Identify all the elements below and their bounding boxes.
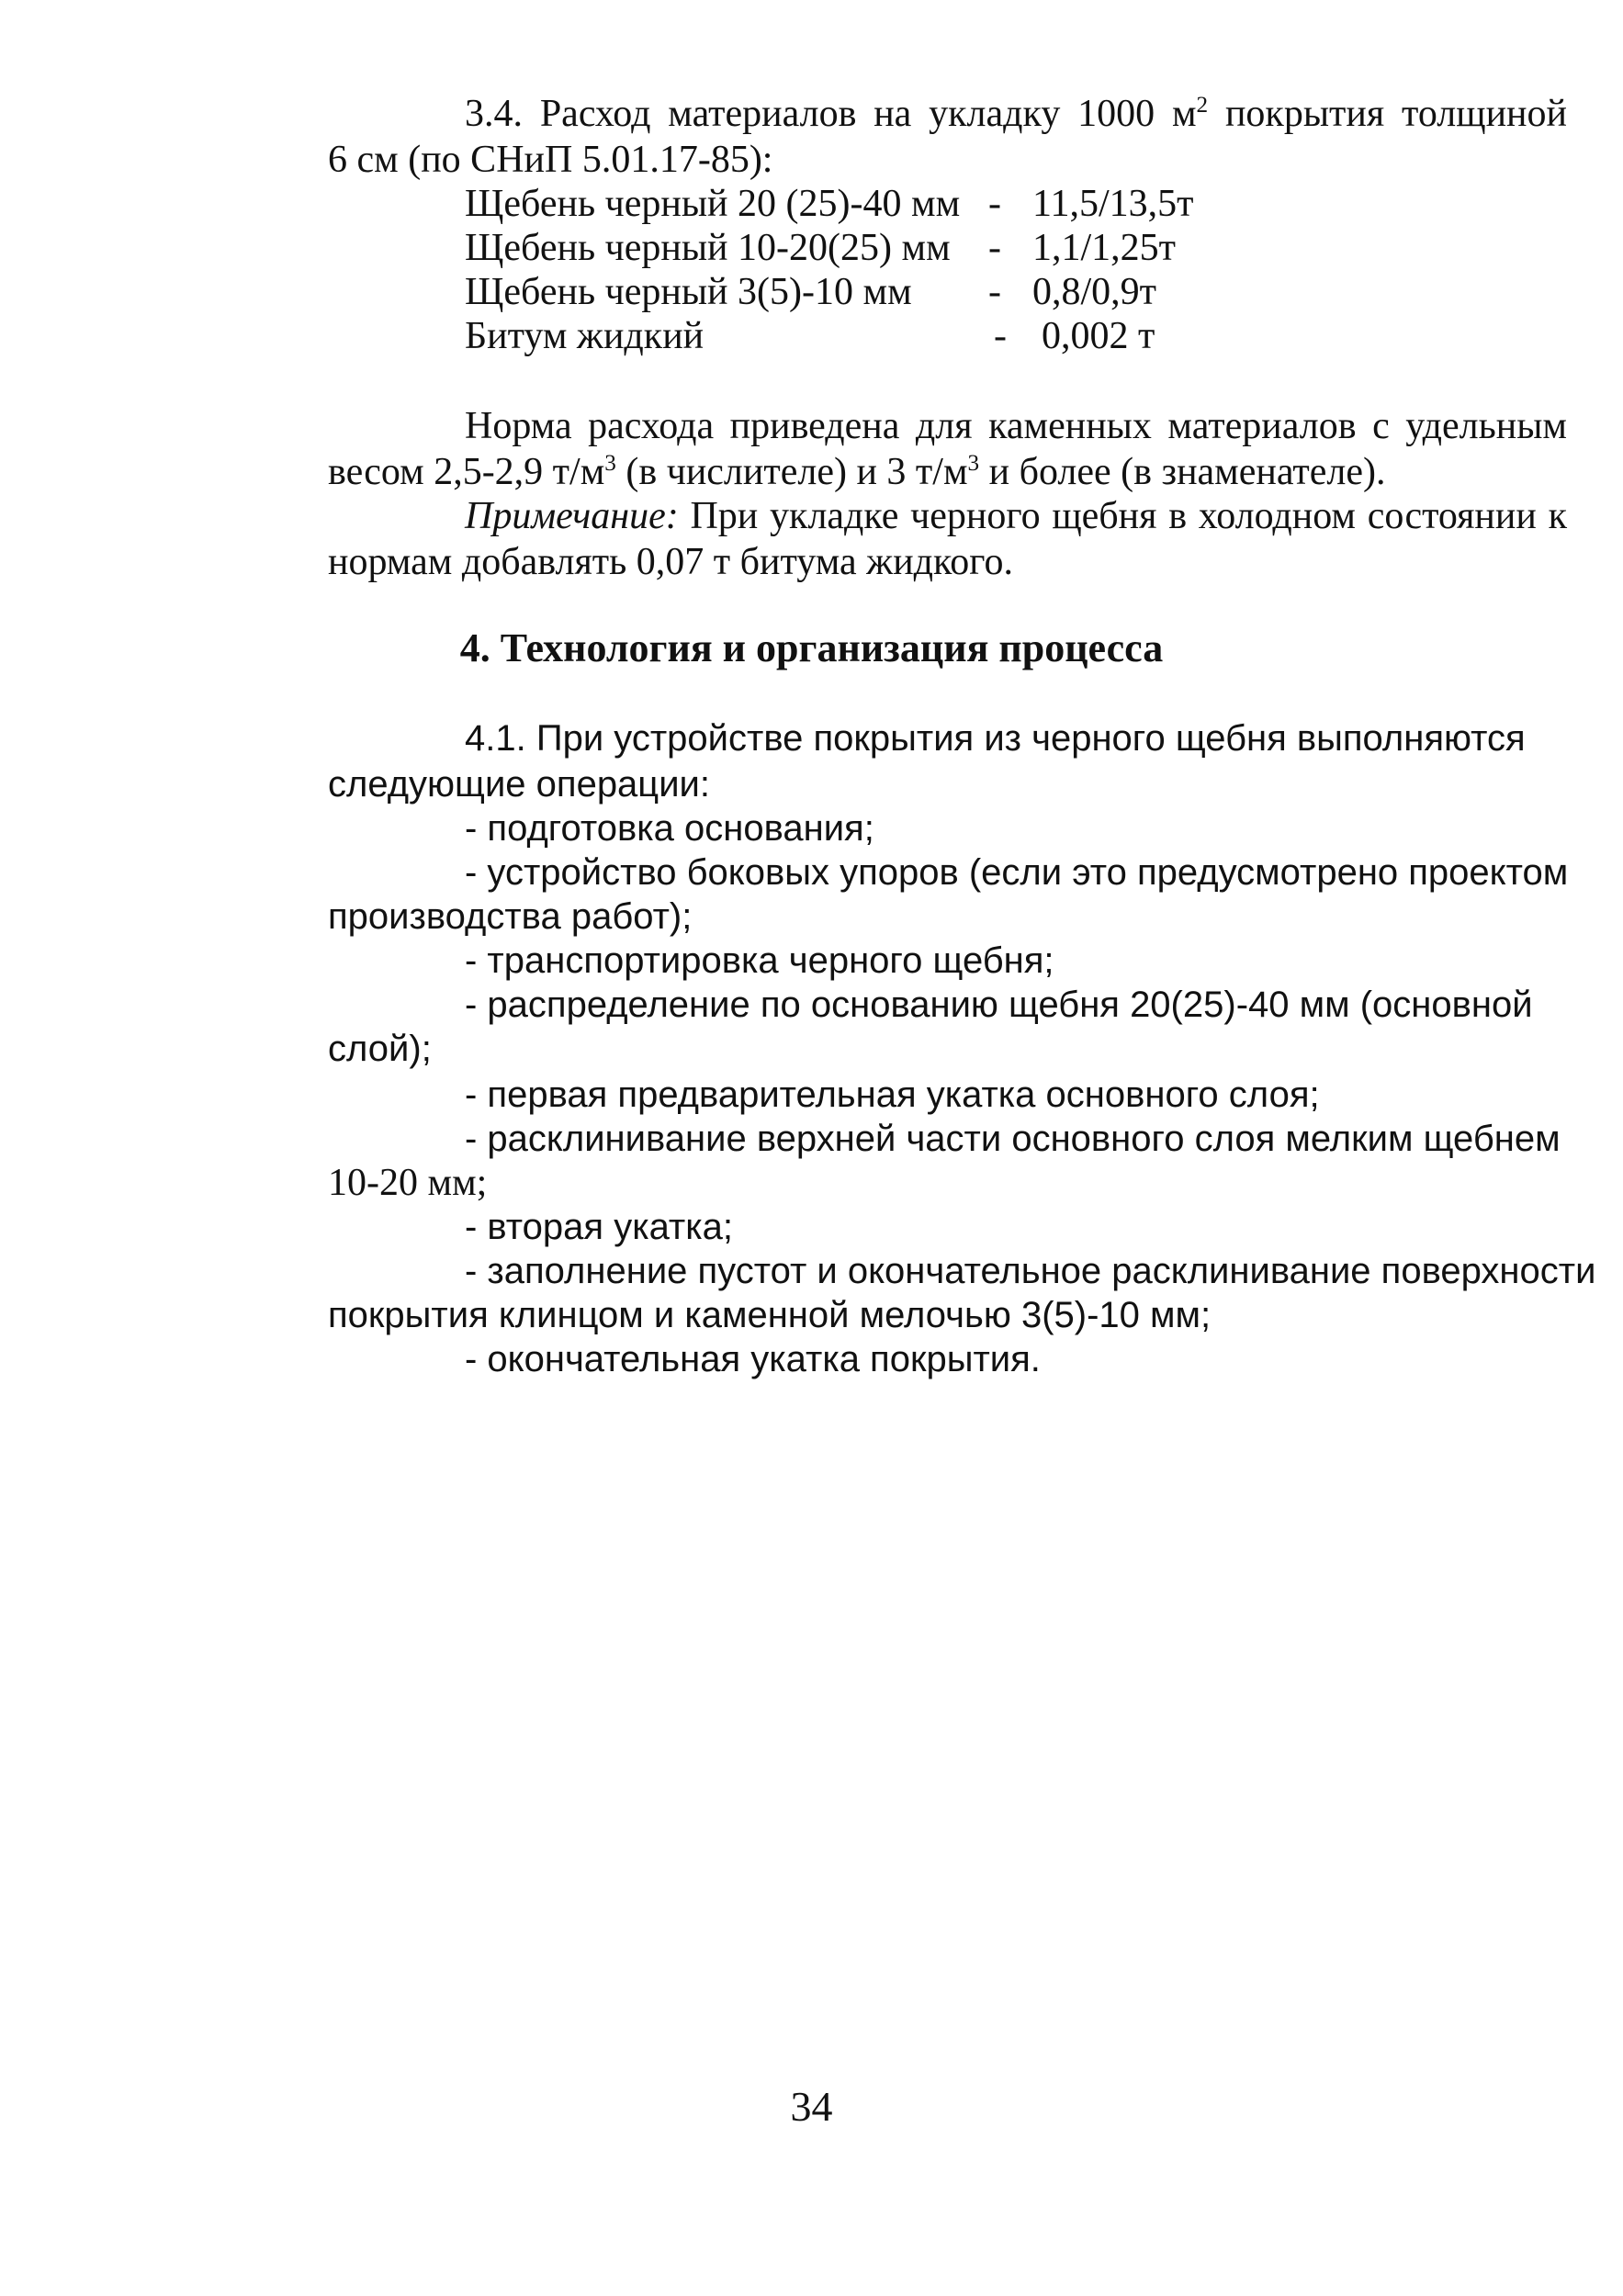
- section-3-4-text-suffix: покрытия толщиной: [1208, 93, 1567, 135]
- list-item: - заполнение пустот и окончательное расклинивание поверхности: [465, 1251, 1596, 1291]
- superscript: 2: [1196, 93, 1209, 118]
- material-name: Щебень черный 3(5)-10 мм: [465, 271, 912, 313]
- note-label: Примечание:: [465, 495, 679, 537]
- note-text: При укладке черного щебня в холодном состоянии к: [678, 495, 1567, 537]
- list-item: - вторая укатка;: [465, 1207, 733, 1247]
- note-line-2: нормам добавлять 0,07 т битума жидкого.: [328, 541, 1013, 583]
- norm-text-c: и более (в знаменателе).: [979, 451, 1386, 493]
- material-value: 0,002 т: [1042, 315, 1155, 357]
- section-4-1-line-2: следующие операции:: [328, 764, 711, 805]
- list-item-continuation: 10-20 мм;: [328, 1162, 488, 1204]
- list-item: - распределение по основанию щебня 20(25)-40 мм (основной: [465, 985, 1533, 1025]
- list-item: - подготовка основания;: [465, 808, 874, 849]
- list-item: - первая предварительная укатка основного слоя;: [465, 1075, 1320, 1115]
- superscript: 3: [604, 451, 616, 476]
- material-dash: -: [988, 271, 1001, 313]
- norm-text-a: весом 2,5-2,9 т/м: [328, 451, 605, 493]
- list-item-continuation: производства работ);: [328, 896, 693, 937]
- material-name: Щебень черный 10-20(25) мм: [465, 227, 951, 269]
- list-item: - расклинивание верхней части основного слоя мелким щебнем: [465, 1119, 1561, 1159]
- norm-text-b: (в числителе) и 3 т/м: [615, 451, 968, 493]
- material-dash: -: [988, 183, 1001, 225]
- list-item-continuation: слой);: [328, 1029, 432, 1069]
- list-item: - транспортировка черного щебня;: [465, 940, 1054, 981]
- note-line-1: [465, 494, 1567, 538]
- section-3-4-text: 3.4. Расход материалов на укладку 1000 м: [465, 93, 1197, 135]
- section-3-4-line-1: [465, 92, 1567, 136]
- material-dash: -: [994, 315, 1007, 357]
- material-name: Битум жидкий: [465, 315, 704, 357]
- section-3-4-line-2: 6 см (по СНиП 5.01.17-85):: [328, 139, 773, 181]
- material-value: 1,1/1,25т: [1032, 227, 1177, 269]
- list-item: - устройство боковых упоров (если это предусмотрено проектом: [465, 852, 1569, 893]
- material-dash: -: [988, 227, 1001, 269]
- norm-line-1: Норма расхода приведена для каменных материалов с удельным: [465, 405, 1567, 447]
- section-4-1-line-1: 4.1. При устройстве покрытия из черного щебня выполняются: [465, 718, 1526, 759]
- superscript: 3: [967, 451, 980, 476]
- norm-line-2: [328, 450, 1386, 494]
- material-name: Щебень черный 20 (25)-40 мм: [465, 183, 961, 225]
- material-value: 11,5/13,5т: [1032, 183, 1194, 225]
- list-item: - окончательная укатка покрытия.: [465, 1339, 1041, 1379]
- page-number: 34: [790, 2083, 833, 2130]
- section-4-heading: 4. Технология и организация процесса: [459, 625, 1164, 670]
- list-item-continuation: покрытия клинцом и каменной мелочью 3(5)-10 мм;: [328, 1295, 1212, 1335]
- material-value: 0,8/0,9т: [1032, 271, 1157, 313]
